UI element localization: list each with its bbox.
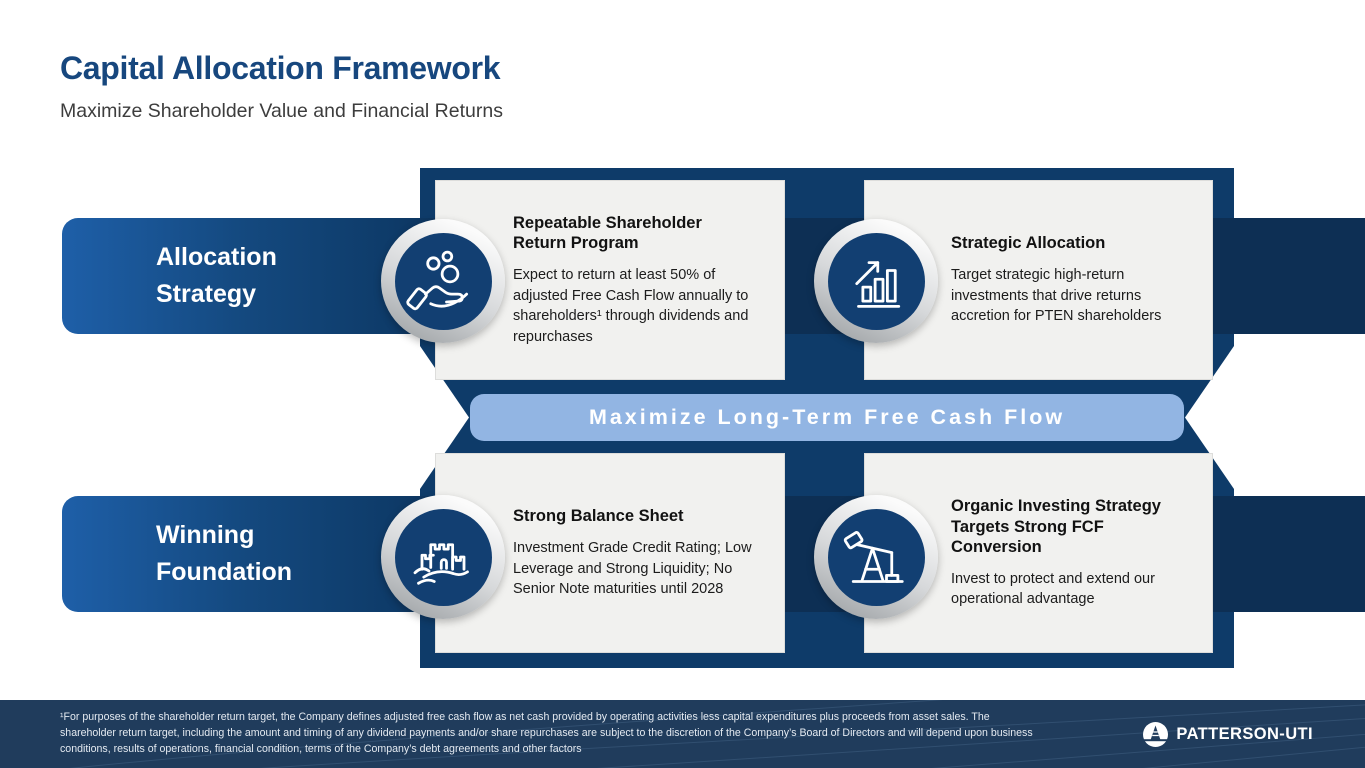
derrick-logo-icon [1142,721,1169,748]
maximize-fcf-banner [470,394,1184,441]
pump-jack-icon [814,495,938,619]
card-title: Strategic Allocation [951,234,1106,253]
band-label-allocation-strategy: Allocation Strategy [156,242,277,308]
footer [0,700,1365,768]
page-subtitle: Maximize Shareholder Value and Financial Returns [60,100,503,122]
page-title: Capital Allocation Framework [60,50,501,86]
card-title: Strong Balance Sheet [513,507,684,526]
card-title: Repeatable Shareholder Return Program [513,213,702,253]
card-body: Target strategic high-return investments that drive returns accretion for PTEN shareholders [951,266,1162,325]
hand-coins-icon [381,219,505,343]
band-label-winning-foundation: Winning Foundation [156,520,293,586]
card-body: Expect to return at least 50% of adjusted Free Cash Flow annually to shareholders¹ through dividends and repurchases [513,266,749,345]
company-logo [1142,700,1313,768]
card-title: Organic Investing Strategy Targets Strong FCF Conversion [951,496,1161,557]
banner-label: Maximize Long-Term Free Cash Flow [588,405,1066,429]
growth-chart-icon [814,219,938,343]
card-body: Invest to protect and extend our operational advantage [951,570,1155,608]
card-body: Investment Grade Credit Rating; Low Leverage and Strong Liquidity; No Senior Note maturities until 2028 [513,539,752,598]
company-name: PATTERSON-UTI [1176,724,1313,743]
castle-icon [381,495,505,619]
footnote: ¹For purposes of the shareholder return target, the Company defines adjusted free cash flow as net cash provided by operating activities less capital expenditures plus proceeds from asset sales. The shareholder return target, including the amount and timing of any dividend payments and/or share repurchases are subject to the discretion of the Company’s Board of Directors and will depend upon business conditions, results of operations, financial condition, terms of the Company’s debt agreements and other factors [60,711,1033,755]
